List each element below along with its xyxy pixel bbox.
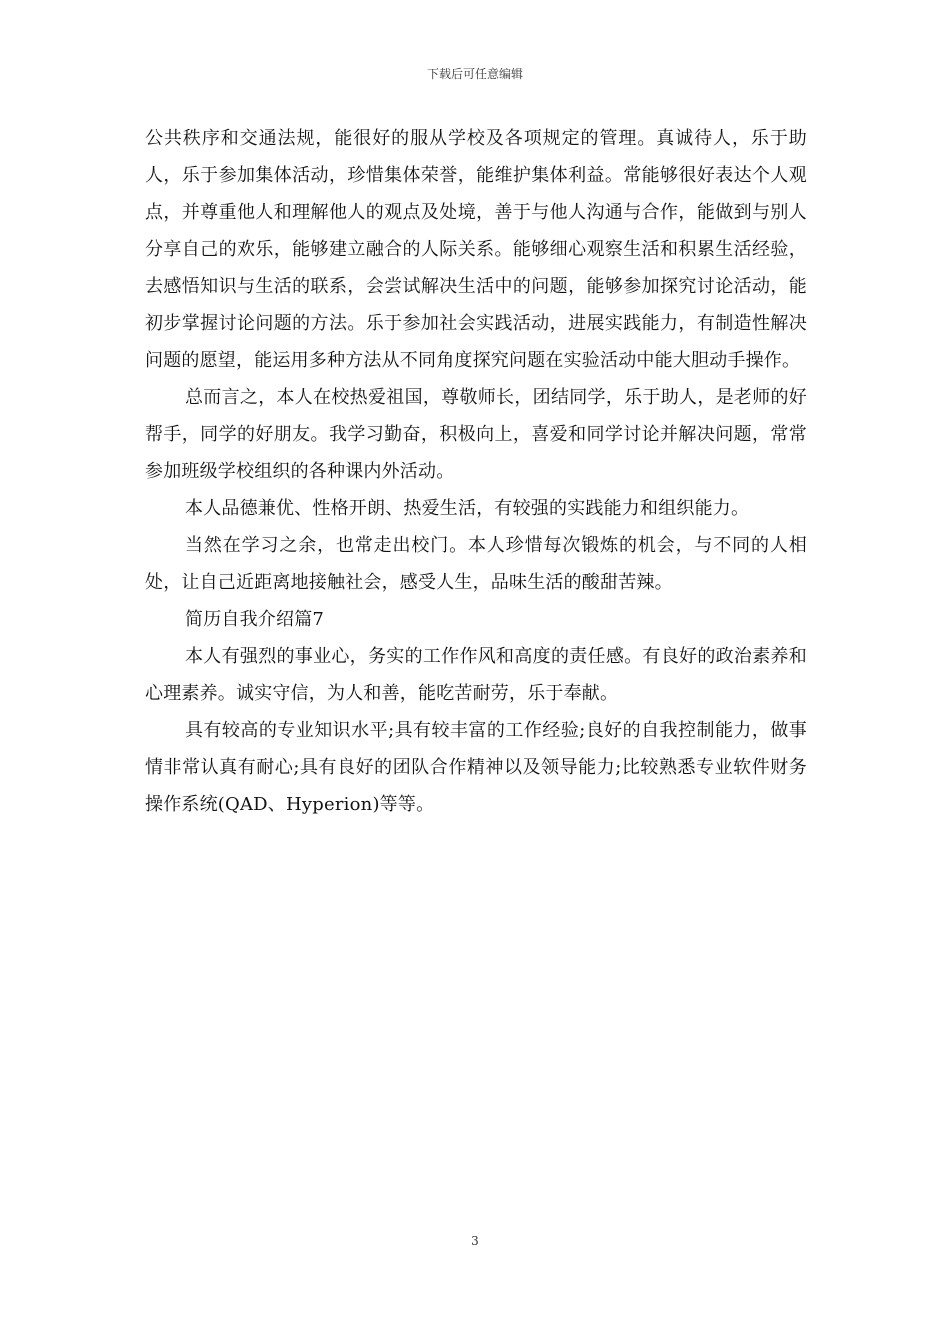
paragraph-skills: 具有较高的专业知识水平;具有较丰富的工作经验;良好的自我控制能力，做事情非常认真有耐心;具有良好的团队合作精神以及领导能力;比较熟悉专业软件财务操作系统(QAD、Hyperion)等等。 — [145, 720, 807, 815]
document-body — [145, 120, 807, 823]
page-number: 3 — [471, 1234, 479, 1248]
paragraph-character: 本人品德兼优、性格开朗、热爱生活，有较强的实践能力和组织能力。 — [185, 498, 750, 519]
paragraph-career: 本人有强烈的事业心，务实的工作作风和高度的责任感。有良好的政治素养和心理素养。诚实守信，为人和善，能吃苦耐劳，乐于奉献。 — [145, 646, 807, 704]
paragraph-continued: 公共秩序和交通法规，能很好的服从学校及各项规定的管理。真诚待人，乐于助人，乐于参加集体活动，珍惜集体荣誉，能维护集体利益。常能够很好表达个人观点，并尊重他人和理解他人的观点及处境，善于与他人沟通与合作，能做到与别人分享自己的欢乐，能够建立融合的人际关系。能够细心观察生活和积累生活经验，去感悟知识与生活的联系，会尝试解决生活中的问题，能够参加探究讨论活动，能初步掌握讨论问题的方法。乐于参加社会实践活动，进展实践能力，有制造性解决问题的愿望，能运用多种方法从不同角度探究问题在实验活动中能大胆动手操作。 — [145, 128, 807, 371]
paragraph-summary: 总而言之，本人在校热爱祖国，尊敬师长，团结同学，乐于助人，是老师的好帮手，同学的好朋友。我学习勤奋，积极向上，喜爱和同学讨论并解决问题，常常参加班级学校组织的各种课内外活动。 — [145, 387, 807, 482]
section-heading: 简历自我介绍篇7 — [185, 609, 325, 630]
paragraph-social: 当然在学习之余，也常走出校门。本人珍惜每次锻炼的机会，与不同的人相处，让自己近距离地接触社会，感受人生，品味生活的酸甜苦辣。 — [145, 535, 807, 593]
page-header: 下载后可任意编辑 — [426, 67, 523, 81]
